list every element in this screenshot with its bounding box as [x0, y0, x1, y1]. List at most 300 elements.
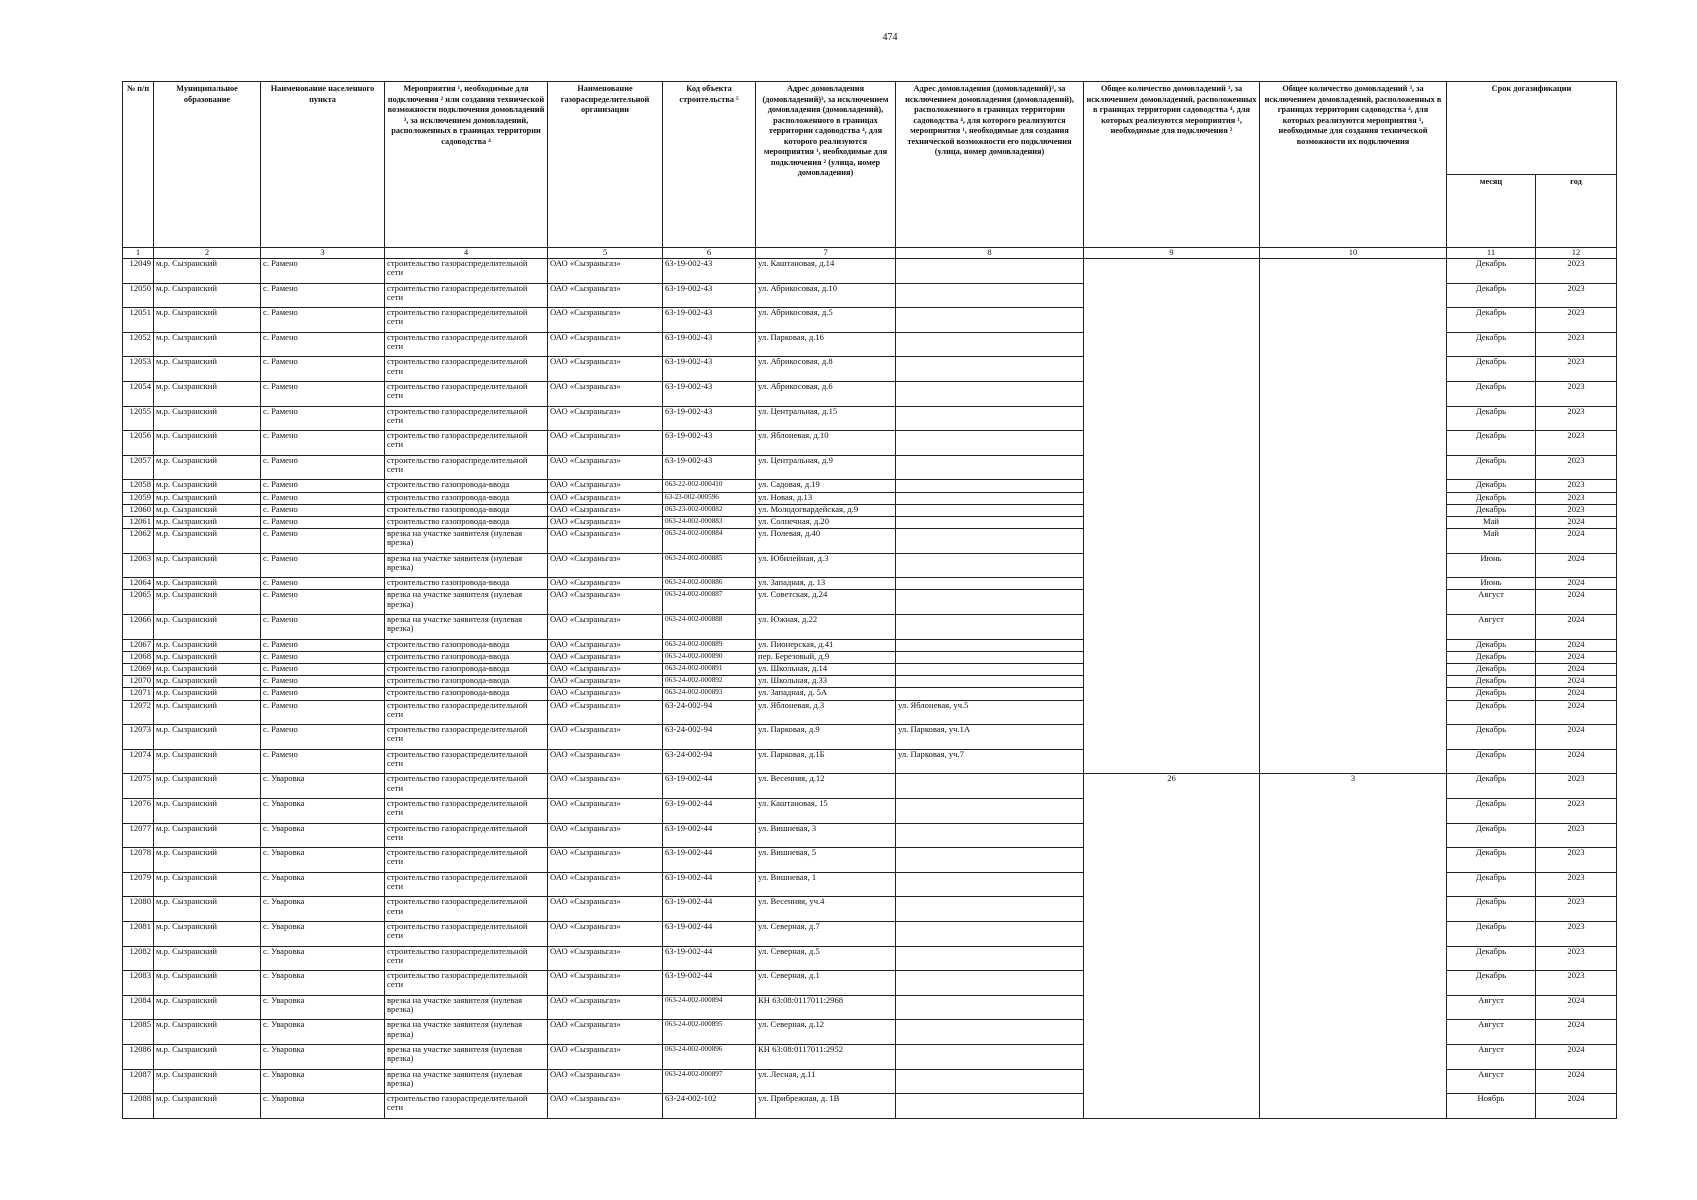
row-number: 12056: [123, 431, 154, 456]
municipality-cell: м.р. Сызранский: [154, 700, 261, 725]
action-cell: строительство газопровода-ввода: [385, 639, 548, 651]
month-cell: Декабрь: [1447, 897, 1536, 922]
tech-address-cell: [896, 455, 1084, 480]
month-cell: Декабрь: [1447, 455, 1536, 480]
year-cell: 2023: [1536, 308, 1617, 333]
municipality-cell: м.р. Сызранский: [154, 1094, 261, 1119]
object-code-cell: 063-24-002-000887: [663, 590, 756, 615]
address-cell: ул. Лесная, д.11: [756, 1069, 896, 1094]
year-cell: 2023: [1536, 357, 1617, 382]
municipality-cell: м.р. Сызранский: [154, 283, 261, 308]
row-number: 12068: [123, 651, 154, 663]
year-cell: 2024: [1536, 700, 1617, 725]
month-cell: Декабрь: [1447, 357, 1536, 382]
settlement-cell: с. Рамено: [261, 381, 385, 406]
tech-address-cell: [896, 848, 1084, 873]
year-cell: 2024: [1536, 639, 1617, 651]
row-number: 12082: [123, 946, 154, 971]
header-col-5: Наименование газораспределительной организации: [548, 82, 663, 248]
address-cell: ул. Весенняя, д.12: [756, 774, 896, 799]
settlement-cell: с. Рамено: [261, 332, 385, 357]
tech-address-cell: ул. Яблоневая, уч.5: [896, 700, 1084, 725]
month-cell: Декабрь: [1447, 848, 1536, 873]
action-cell: строительство газораспределительной сети: [385, 798, 548, 823]
organization-cell: ОАО «Сызраньгаз»: [548, 774, 663, 799]
tech-address-cell: [896, 615, 1084, 640]
object-code-cell: 063-24-002-000894: [663, 995, 756, 1020]
organization-cell: ОАО «Сызраньгаз»: [548, 480, 663, 492]
object-code-cell: 63-19-002-44: [663, 848, 756, 873]
action-cell: строительство газораспределительной сети: [385, 848, 548, 873]
settlement-cell: с. Уваровка: [261, 971, 385, 996]
settlement-cell: с. Уваровка: [261, 798, 385, 823]
address-cell: ул. Каштановая, 15: [756, 798, 896, 823]
row-number: 12055: [123, 406, 154, 431]
object-code-cell: 63-19-002-44: [663, 946, 756, 971]
settlement-cell: с. Рамено: [261, 749, 385, 774]
object-code-cell: 63-19-002-43: [663, 406, 756, 431]
object-code-cell: 63-19-002-43: [663, 431, 756, 456]
address-cell: ул. Абрикосовая, д.8: [756, 357, 896, 382]
object-code-cell: 63-19-002-43: [663, 308, 756, 333]
action-cell: врезка на участке заявителя (нулевая врезка): [385, 1044, 548, 1069]
row-number: 12079: [123, 872, 154, 897]
municipality-cell: м.р. Сызранский: [154, 529, 261, 554]
month-cell: Декабрь: [1447, 774, 1536, 799]
row-number: 12065: [123, 590, 154, 615]
organization-cell: ОАО «Сызраньгаз»: [548, 688, 663, 700]
year-cell: 2023: [1536, 492, 1617, 504]
header-col-6: Код объекта строительства ⁵: [663, 82, 756, 248]
object-code-cell: 063-24-002-000897: [663, 1069, 756, 1094]
object-code-cell: 063-24-002-000885: [663, 553, 756, 578]
column-number: 1: [123, 248, 154, 259]
tech-address-cell: [896, 308, 1084, 333]
address-cell: ул. Северная, д.7: [756, 921, 896, 946]
year-cell: 2023: [1536, 921, 1617, 946]
municipality-cell: м.р. Сызранский: [154, 676, 261, 688]
row-number: 12086: [123, 1044, 154, 1069]
action-cell: строительство газопровода-ввода: [385, 516, 548, 528]
municipality-cell: м.р. Сызранский: [154, 688, 261, 700]
year-cell: 2023: [1536, 897, 1617, 922]
organization-cell: ОАО «Сызраньгаз»: [548, 897, 663, 922]
settlement-cell: с. Рамено: [261, 590, 385, 615]
municipality-cell: м.р. Сызранский: [154, 516, 261, 528]
organization-cell: ОАО «Сызраньгаз»: [548, 651, 663, 663]
year-cell: 2024: [1536, 553, 1617, 578]
action-cell: строительство газораспределительной сети: [385, 357, 548, 382]
header-col-10: Общее количество домовладений ³, за исключением домовладений, расположенных в границах территории садоводства ⁴, для которых реализуются мероприятия ¹, необходимые для создания технической возможности их подключения: [1260, 82, 1447, 248]
object-code-cell: 063-24-002-000893: [663, 688, 756, 700]
action-cell: врезка на участке заявителя (нулевая врезка): [385, 615, 548, 640]
tech-address-cell: [896, 651, 1084, 663]
action-cell: строительство газораспределительной сети: [385, 872, 548, 897]
row-number: 12087: [123, 1069, 154, 1094]
action-cell: строительство газораспределительной сети: [385, 283, 548, 308]
row-number: 12062: [123, 529, 154, 554]
organization-cell: ОАО «Сызраньгаз»: [548, 921, 663, 946]
table-row: [123, 774, 1617, 799]
organization-cell: ОАО «Сызраньгаз»: [548, 516, 663, 528]
month-cell: Декабрь: [1447, 946, 1536, 971]
tech-address-cell: [896, 664, 1084, 676]
address-cell: ул. Полевая, д.40: [756, 529, 896, 554]
tech-address-cell: [896, 492, 1084, 504]
year-cell: 2024: [1536, 578, 1617, 590]
column-number: 3: [261, 248, 385, 259]
tech-address-cell: [896, 774, 1084, 799]
municipality-cell: м.р. Сызранский: [154, 615, 261, 640]
address-cell: ул. Вишневая, 1: [756, 872, 896, 897]
connect-count-cell: 26: [1084, 774, 1260, 1118]
row-number: 12077: [123, 823, 154, 848]
municipality-cell: м.р. Сызранский: [154, 946, 261, 971]
month-cell: Декабрь: [1447, 332, 1536, 357]
row-number: 12071: [123, 688, 154, 700]
object-code-cell: 063-24-002-000883: [663, 516, 756, 528]
action-cell: строительство газораспределительной сети: [385, 381, 548, 406]
municipality-cell: м.р. Сызранский: [154, 848, 261, 873]
object-code-cell: 63-24-002-94: [663, 725, 756, 750]
action-cell: строительство газопровода-ввода: [385, 578, 548, 590]
year-cell: 2023: [1536, 431, 1617, 456]
municipality-cell: м.р. Сызранский: [154, 774, 261, 799]
tech-address-cell: [896, 332, 1084, 357]
organization-cell: ОАО «Сызраньгаз»: [548, 455, 663, 480]
row-number: 12066: [123, 615, 154, 640]
header-deadline-group: Срок догазификации: [1447, 82, 1617, 175]
tech-address-cell: [896, 553, 1084, 578]
settlement-cell: с. Уваровка: [261, 1020, 385, 1045]
year-cell: 2024: [1536, 688, 1617, 700]
settlement-cell: с. Рамено: [261, 664, 385, 676]
tech-count-cell: [1260, 259, 1447, 774]
organization-cell: ОАО «Сызраньгаз»: [548, 504, 663, 516]
action-cell: врезка на участке заявителя (нулевая врезка): [385, 995, 548, 1020]
settlement-cell: с. Рамено: [261, 676, 385, 688]
action-cell: строительство газораспределительной сети: [385, 725, 548, 750]
row-number: 12049: [123, 259, 154, 284]
address-cell: ул. Северная, д.12: [756, 1020, 896, 1045]
municipality-cell: м.р. Сызранский: [154, 1020, 261, 1045]
address-cell: ул. Центральная, д.15: [756, 406, 896, 431]
tech-address-cell: [896, 357, 1084, 382]
action-cell: строительство газораспределительной сети: [385, 921, 548, 946]
organization-cell: ОАО «Сызраньгаз»: [548, 664, 663, 676]
object-code-cell: 63-19-002-44: [663, 897, 756, 922]
action-cell: строительство газопровода-ввода: [385, 492, 548, 504]
row-number: 12073: [123, 725, 154, 750]
organization-cell: ОАО «Сызраньгаз»: [548, 357, 663, 382]
address-cell: ул. Весенняя, уч.4: [756, 897, 896, 922]
settlement-cell: с. Рамено: [261, 688, 385, 700]
municipality-cell: м.р. Сызранский: [154, 406, 261, 431]
year-cell: 2023: [1536, 480, 1617, 492]
month-cell: Август: [1447, 1020, 1536, 1045]
month-cell: Декабрь: [1447, 431, 1536, 456]
month-cell: Декабрь: [1447, 725, 1536, 750]
settlement-cell: с. Рамено: [261, 615, 385, 640]
month-cell: Ноябрь: [1447, 1094, 1536, 1119]
settlement-cell: с. Уваровка: [261, 921, 385, 946]
municipality-cell: м.р. Сызранский: [154, 921, 261, 946]
municipality-cell: м.р. Сызранский: [154, 639, 261, 651]
tech-address-cell: [896, 590, 1084, 615]
header-col-9: Общее количество домовладений ³, за исключением домовладений, расположенных в границах территории садоводства ⁴, для которых реализуются мероприятия ¹, необходимые для подключения ²: [1084, 82, 1260, 248]
tech-address-cell: [896, 381, 1084, 406]
header-col-3: Наименование населенного пункта: [261, 82, 385, 248]
object-code-cell: 63-24-002-94: [663, 700, 756, 725]
year-cell: 2024: [1536, 664, 1617, 676]
address-cell: ул. Яблоневая, д.10: [756, 431, 896, 456]
year-cell: 2024: [1536, 676, 1617, 688]
object-code-cell: 63-19-002-43: [663, 455, 756, 480]
address-cell: ул. Западная, д. 5А: [756, 688, 896, 700]
column-number: 12: [1536, 248, 1617, 259]
object-code-cell: 63-19-002-44: [663, 823, 756, 848]
organization-cell: ОАО «Сызраньгаз»: [548, 995, 663, 1020]
address-cell: КН 63:08:0117011:2952: [756, 1044, 896, 1069]
organization-cell: ОАО «Сызраньгаз»: [548, 823, 663, 848]
row-number: 12052: [123, 332, 154, 357]
action-cell: врезка на участке заявителя (нулевая врезка): [385, 1069, 548, 1094]
address-cell: ул. Западная, д. 13: [756, 578, 896, 590]
column-number-row: [123, 248, 1617, 259]
month-cell: Декабрь: [1447, 259, 1536, 284]
address-cell: ул. Солнечная, д.20: [756, 516, 896, 528]
address-cell: ул. Пионерская, д.41: [756, 639, 896, 651]
municipality-cell: м.р. Сызранский: [154, 332, 261, 357]
row-number: 12059: [123, 492, 154, 504]
settlement-cell: с. Рамено: [261, 725, 385, 750]
tech-address-cell: [896, 431, 1084, 456]
year-cell: 2023: [1536, 848, 1617, 873]
address-cell: ул. Советская, д.24: [756, 590, 896, 615]
action-cell: строительство газопровода-ввода: [385, 688, 548, 700]
month-cell: Декабрь: [1447, 872, 1536, 897]
address-cell: ул. Южная, д.22: [756, 615, 896, 640]
settlement-cell: с. Рамено: [261, 700, 385, 725]
year-cell: 2023: [1536, 774, 1617, 799]
address-cell: ул. Школьная, д.14: [756, 664, 896, 676]
action-cell: строительство газораспределительной сети: [385, 700, 548, 725]
organization-cell: ОАО «Сызраньгаз»: [548, 308, 663, 333]
column-number: 8: [896, 248, 1084, 259]
settlement-cell: с. Уваровка: [261, 872, 385, 897]
address-cell: ул. Абрикосовая, д.5: [756, 308, 896, 333]
settlement-cell: с. Рамено: [261, 578, 385, 590]
organization-cell: ОАО «Сызраньгаз»: [548, 578, 663, 590]
organization-cell: ОАО «Сызраньгаз»: [548, 725, 663, 750]
month-cell: Август: [1447, 1069, 1536, 1094]
tech-address-cell: [896, 578, 1084, 590]
action-cell: строительство газораспределительной сети: [385, 455, 548, 480]
organization-cell: ОАО «Сызраньгаз»: [548, 872, 663, 897]
row-number: 12054: [123, 381, 154, 406]
object-code-cell: 63-19-002-43: [663, 332, 756, 357]
action-cell: строительство газораспределительной сети: [385, 946, 548, 971]
month-cell: Декабрь: [1447, 639, 1536, 651]
organization-cell: ОАО «Сызраньгаз»: [548, 615, 663, 640]
year-cell: 2024: [1536, 995, 1617, 1020]
row-number: 12060: [123, 504, 154, 516]
municipality-cell: м.р. Сызранский: [154, 455, 261, 480]
row-number: 12050: [123, 283, 154, 308]
tech-address-cell: [896, 1020, 1084, 1045]
action-cell: строительство газопровода-ввода: [385, 664, 548, 676]
month-cell: Июнь: [1447, 553, 1536, 578]
municipality-cell: м.р. Сызранский: [154, 480, 261, 492]
address-cell: ул. Абрикосовая, д.6: [756, 381, 896, 406]
tech-address-cell: [896, 480, 1084, 492]
month-cell: Июнь: [1447, 578, 1536, 590]
action-cell: строительство газораспределительной сети: [385, 823, 548, 848]
year-cell: 2023: [1536, 381, 1617, 406]
object-code-cell: 063-24-002-000884: [663, 529, 756, 554]
month-cell: Декабрь: [1447, 823, 1536, 848]
address-cell: ул. Молодогвардейская, д.9: [756, 504, 896, 516]
organization-cell: ОАО «Сызраньгаз»: [548, 492, 663, 504]
month-cell: Май: [1447, 516, 1536, 528]
organization-cell: ОАО «Сызраньгаз»: [548, 259, 663, 284]
year-cell: 2023: [1536, 946, 1617, 971]
municipality-cell: м.р. Сызранский: [154, 872, 261, 897]
municipality-cell: м.р. Сызранский: [154, 590, 261, 615]
organization-cell: ОАО «Сызраньгаз»: [548, 283, 663, 308]
header-col-12: год: [1536, 175, 1617, 248]
row-number: 12053: [123, 357, 154, 382]
column-number: 10: [1260, 248, 1447, 259]
settlement-cell: с. Уваровка: [261, 946, 385, 971]
row-number: 12074: [123, 749, 154, 774]
header-col-4: Мероприятия ¹, необходимые для подключения ² или создания технической возможности подключения домовладений ³, за исключением домовладений, расположенных в границах территории садоводства ⁴: [385, 82, 548, 248]
municipality-cell: м.р. Сызранский: [154, 823, 261, 848]
column-number: 2: [154, 248, 261, 259]
settlement-cell: с. Рамено: [261, 639, 385, 651]
settlement-cell: с. Рамено: [261, 283, 385, 308]
month-cell: Декабрь: [1447, 504, 1536, 516]
municipality-cell: м.р. Сызранский: [154, 308, 261, 333]
action-cell: строительство газораспределительной сети: [385, 431, 548, 456]
row-number: 12081: [123, 921, 154, 946]
row-number: 12051: [123, 308, 154, 333]
month-cell: Декабрь: [1447, 480, 1536, 492]
settlement-cell: с. Рамено: [261, 553, 385, 578]
year-cell: 2024: [1536, 1094, 1617, 1119]
address-cell: КН 63:08:0117011:2968: [756, 995, 896, 1020]
municipality-cell: м.р. Сызранский: [154, 431, 261, 456]
address-cell: ул. Яблоневая, д.3: [756, 700, 896, 725]
object-code-cell: 63-19-002-43: [663, 357, 756, 382]
organization-cell: ОАО «Сызраньгаз»: [548, 676, 663, 688]
row-number: 12058: [123, 480, 154, 492]
action-cell: врезка на участке заявителя (нулевая врезка): [385, 529, 548, 554]
object-code-cell: 063-22-002-000410: [663, 480, 756, 492]
organization-cell: ОАО «Сызраньгаз»: [548, 749, 663, 774]
settlement-cell: с. Рамено: [261, 357, 385, 382]
year-cell: 2023: [1536, 332, 1617, 357]
municipality-cell: м.р. Сызранский: [154, 1069, 261, 1094]
row-number: 12075: [123, 774, 154, 799]
address-cell: ул. Школьная, д.33: [756, 676, 896, 688]
column-number: 9: [1084, 248, 1260, 259]
object-code-cell: 063-24-002-000890: [663, 651, 756, 663]
address-cell: ул. Парковая, д.16: [756, 332, 896, 357]
organization-cell: ОАО «Сызраньгаз»: [548, 553, 663, 578]
year-cell: 2024: [1536, 516, 1617, 528]
row-number: 12078: [123, 848, 154, 873]
action-cell: строительство газораспределительной сети: [385, 749, 548, 774]
tech-address-cell: [896, 921, 1084, 946]
row-number: 12088: [123, 1094, 154, 1119]
action-cell: строительство газораспределительной сети: [385, 308, 548, 333]
tech-address-cell: [896, 946, 1084, 971]
table-body: [123, 259, 1617, 1119]
object-code-cell: 63-24-002-94: [663, 749, 756, 774]
row-number: 12067: [123, 639, 154, 651]
settlement-cell: с. Уваровка: [261, 897, 385, 922]
month-cell: Декабрь: [1447, 406, 1536, 431]
tech-address-cell: [896, 1094, 1084, 1119]
settlement-cell: с. Рамено: [261, 492, 385, 504]
address-cell: пер. Березовый, д.9: [756, 651, 896, 663]
settlement-cell: с. Рамено: [261, 431, 385, 456]
action-cell: строительство газораспределительной сети: [385, 332, 548, 357]
month-cell: Декабрь: [1447, 283, 1536, 308]
year-cell: 2024: [1536, 1020, 1617, 1045]
object-code-cell: 063-24-002-000888: [663, 615, 756, 640]
tech-address-cell: [896, 639, 1084, 651]
address-cell: ул. Садовая, д.19: [756, 480, 896, 492]
tech-count-cell: 3: [1260, 774, 1447, 1118]
month-cell: Декабрь: [1447, 676, 1536, 688]
tech-address-cell: [896, 798, 1084, 823]
settlement-cell: с. Уваровка: [261, 774, 385, 799]
year-cell: 2023: [1536, 455, 1617, 480]
address-cell: ул. Северная, д.1: [756, 971, 896, 996]
organization-cell: ОАО «Сызраньгаз»: [548, 590, 663, 615]
address-cell: ул. Парковая, д.9: [756, 725, 896, 750]
month-cell: Декабрь: [1447, 651, 1536, 663]
organization-cell: ОАО «Сызраньгаз»: [548, 332, 663, 357]
row-number: 12063: [123, 553, 154, 578]
table-row: [123, 259, 1617, 284]
action-cell: строительство газораспределительной сети: [385, 259, 548, 284]
municipality-cell: м.р. Сызранский: [154, 357, 261, 382]
organization-cell: ОАО «Сызраньгаз»: [548, 798, 663, 823]
action-cell: строительство газопровода-ввода: [385, 676, 548, 688]
address-cell: ул. Прибрежная, д. 1В: [756, 1094, 896, 1119]
municipality-cell: м.р. Сызранский: [154, 971, 261, 996]
municipality-cell: м.р. Сызранский: [154, 578, 261, 590]
organization-cell: ОАО «Сызраньгаз»: [548, 431, 663, 456]
settlement-cell: с. Уваровка: [261, 995, 385, 1020]
object-code-cell: 63-19-002-43: [663, 259, 756, 284]
tech-address-cell: [896, 897, 1084, 922]
month-cell: Декабрь: [1447, 798, 1536, 823]
tech-address-cell: [896, 676, 1084, 688]
object-code-cell: 063-24-002-000892: [663, 676, 756, 688]
header-col-7: Адрес домовладения (домовладений)³, за исключением домовладения (домовладений), расположенного в границах территории садоводства ⁴, для которого реализуются мероприятия ¹, необходимые для подключения ² (улица, номер домовладения): [756, 82, 896, 248]
tech-address-cell: [896, 1069, 1084, 1094]
month-cell: Август: [1447, 590, 1536, 615]
municipality-cell: м.р. Сызранский: [154, 504, 261, 516]
year-cell: 2024: [1536, 725, 1617, 750]
tech-address-cell: ул. Парковая, уч.1А: [896, 725, 1084, 750]
month-cell: Декабрь: [1447, 700, 1536, 725]
action-cell: строительство газораспределительной сети: [385, 897, 548, 922]
